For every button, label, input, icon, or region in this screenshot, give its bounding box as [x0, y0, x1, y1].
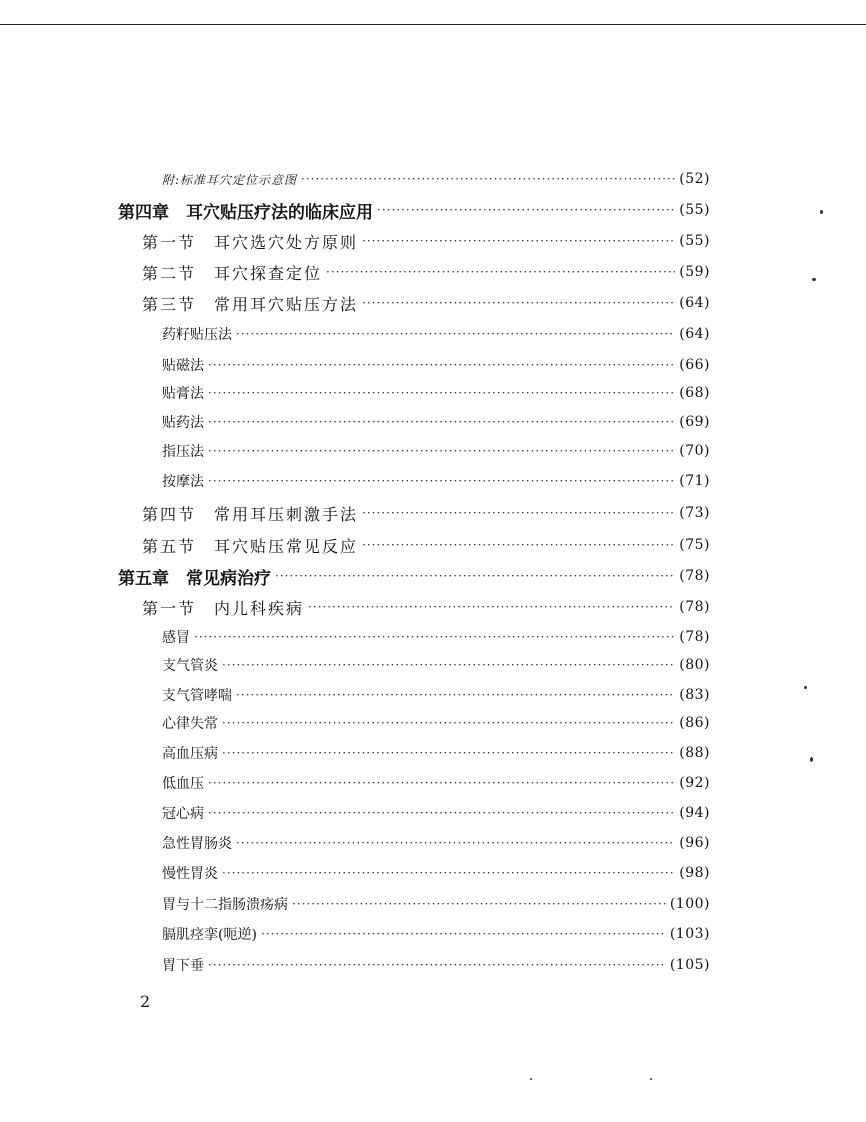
toc-item: [162, 891, 710, 917]
toc-entry-page: (75): [679, 537, 710, 553]
toc-entry-title: 支气管哮喘: [162, 688, 232, 704]
toc-entry-page: (52): [679, 171, 710, 187]
scan-speck: [530, 1078, 532, 1080]
dot-leader: [236, 327, 675, 341]
scan-speck: [820, 210, 823, 214]
toc-entry-title: 第四节 常用耳压刺激手法: [142, 504, 359, 524]
dot-leader: [261, 927, 666, 941]
page-number: 2: [140, 992, 151, 1011]
toc-item: [162, 800, 710, 826]
toc-entry-page: (68): [679, 385, 710, 401]
toc-entry-title: 贴膏法: [162, 386, 204, 402]
toc-entry-page: (86): [679, 715, 710, 731]
dot-leader: [208, 358, 675, 372]
toc-entry-title: 胃与十二指肠溃疡病: [162, 897, 288, 913]
toc-entry-page: (55): [679, 202, 710, 218]
toc-entry-title: 第一节 耳穴选穴处方原则: [142, 232, 359, 252]
toc-entry: [162, 166, 710, 192]
dot-leader: [236, 688, 675, 702]
toc-entry-title: 贴磁法: [162, 358, 204, 374]
toc-entry-title: 第二节 耳穴探查定位: [142, 263, 323, 283]
dot-leader: [362, 538, 675, 552]
toc-entry-title: 药籽贴压法: [162, 327, 232, 343]
toc-entry-page: (64): [679, 326, 710, 342]
toc-entry-title: 第三节 常用耳穴贴压方法: [142, 294, 359, 314]
toc-entry-title: 高血压病: [162, 746, 218, 762]
toc-entry-page: (92): [679, 775, 710, 791]
toc-item: [162, 860, 710, 886]
toc-item: [162, 352, 710, 378]
toc-entry-title: 第五章 常见病治疗: [118, 568, 271, 589]
toc-item: [162, 380, 710, 406]
toc-entry-page: (66): [679, 357, 710, 373]
dot-leader: [208, 958, 666, 972]
toc-entry-title: 慢性胃炎: [162, 866, 218, 882]
toc-entry-page: (71): [679, 473, 710, 489]
toc-item: [162, 921, 710, 947]
toc-entry-title: 支气管炎: [162, 658, 218, 674]
toc-entry-page: (94): [679, 805, 710, 821]
toc-entry-title: 第一节 内儿科疾病: [142, 598, 305, 618]
toc-entry-title: 按摩法: [162, 474, 204, 490]
dot-leader: [222, 658, 675, 672]
dot-leader: [208, 776, 675, 790]
toc-entry-page: (80): [679, 657, 710, 673]
toc-item: [162, 830, 710, 856]
toc-entry-page: (70): [679, 443, 710, 459]
toc-section: [142, 594, 710, 620]
toc-entry-page: (59): [679, 264, 710, 280]
toc-entry-page: (100): [669, 896, 710, 912]
toc-section: [142, 228, 710, 254]
toc-chapter: [118, 197, 710, 223]
toc-entry-title: 贴药法: [162, 415, 204, 431]
dot-leader: [275, 569, 675, 583]
toc-item: [162, 409, 710, 435]
toc-entry-title: 胃下垂: [162, 958, 204, 974]
toc-section: [142, 259, 710, 285]
toc-entry-page: (78): [679, 629, 710, 645]
dot-leader: [377, 203, 675, 217]
toc-entry-page: (69): [679, 414, 710, 430]
toc-entry-title: 膈肌痉挛(呃逆): [162, 927, 257, 943]
dot-leader: [208, 415, 675, 429]
toc-section: [142, 500, 710, 526]
toc-item: [162, 624, 710, 650]
toc-entry-title: 附:标准耳穴定位示意图: [162, 172, 298, 187]
scan-speck: [650, 1078, 652, 1080]
dot-leader: [362, 234, 675, 248]
toc-entry-title: 冠心病: [162, 806, 204, 822]
dot-leader: [236, 836, 675, 850]
dot-leader: [208, 806, 675, 820]
dot-leader: [208, 386, 675, 400]
dot-leader: [301, 172, 675, 186]
toc-item: [162, 438, 710, 464]
toc-item: [162, 682, 710, 708]
toc-entry-title: 急性胃肠炎: [162, 836, 232, 852]
toc-item: [162, 740, 710, 766]
dot-leader: [308, 600, 675, 614]
dot-leader: [362, 296, 675, 310]
toc-entry-page: (55): [679, 233, 710, 249]
dot-leader: [208, 444, 675, 458]
scan-speck: [810, 757, 813, 762]
scan-speck: [812, 278, 816, 281]
toc-item: [162, 321, 710, 347]
toc-item: [162, 468, 710, 494]
toc-entry-page: (64): [679, 295, 710, 311]
toc-entry-title: 第四章 耳穴贴压疗法的临床应用: [118, 202, 373, 223]
dot-leader: [292, 897, 666, 911]
toc-entry-page: (98): [679, 865, 710, 881]
toc-entry-page: (96): [679, 835, 710, 851]
toc-entry-title: 第五节 耳穴贴压常见反应: [142, 536, 359, 556]
dot-leader: [222, 746, 675, 760]
toc-entry-page: (105): [669, 957, 710, 973]
dot-leader: [222, 716, 675, 730]
toc-item: [162, 952, 710, 978]
toc-item: [162, 710, 710, 736]
toc-entry-page: (83): [679, 687, 710, 703]
dot-leader: [326, 265, 675, 279]
toc-entry-title: 指压法: [162, 444, 204, 460]
dot-leader: [222, 866, 675, 880]
toc-item: [162, 770, 710, 796]
dot-leader: [362, 506, 675, 520]
toc-entry-page: (73): [679, 505, 710, 521]
toc-entry-page: (78): [679, 599, 710, 615]
toc-entry-page: (88): [679, 745, 710, 761]
dot-leader: [208, 474, 675, 488]
toc-entry-title: 心律失常: [162, 716, 218, 732]
toc-section: [142, 290, 710, 316]
toc-entry-page: (103): [669, 926, 710, 942]
dot-leader: [194, 630, 675, 644]
toc-section: [142, 532, 710, 558]
toc-chapter: [118, 563, 710, 589]
toc-entry-title: 感冒: [162, 630, 190, 646]
toc-item: [162, 652, 710, 678]
toc-entry-title: 低血压: [162, 776, 204, 792]
scan-speck: [804, 686, 807, 689]
toc-entry-page: (78): [679, 568, 710, 584]
